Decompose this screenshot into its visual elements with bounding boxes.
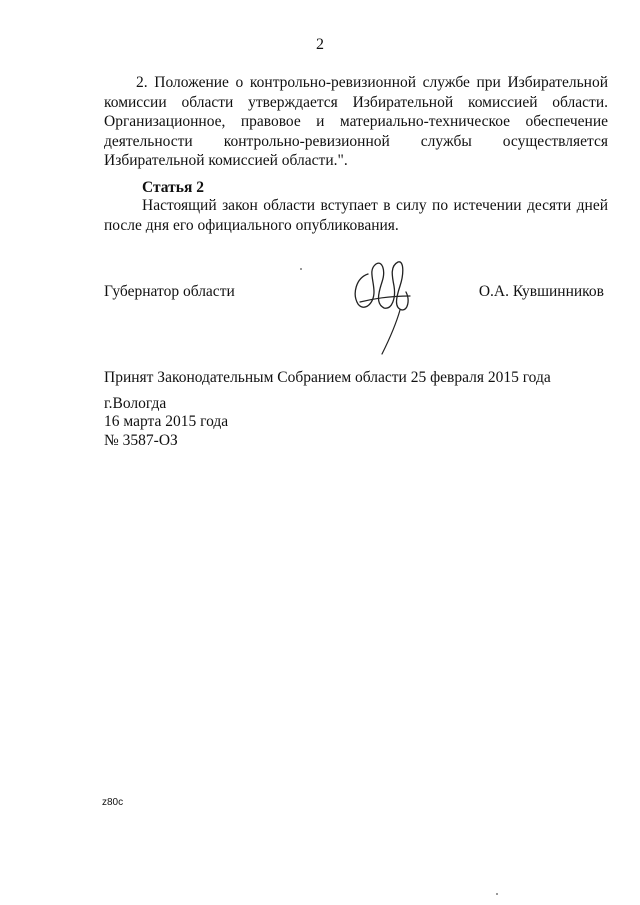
signatory-title: Губернатор области: [104, 283, 235, 300]
scan-dot: [496, 893, 498, 895]
article-heading: Статья 2: [142, 179, 204, 196]
handwritten-signature: [346, 252, 416, 356]
footer-code: z80c: [102, 797, 124, 808]
paragraph-article-2: Настоящий закон области вступает в силу по истечении десяти дней после дня его официального опубликования.: [104, 197, 608, 234]
signing-date: 16 марта 2015 года: [104, 413, 229, 430]
law-number: № 3587-ОЗ: [104, 432, 178, 449]
place: г.Вологда: [104, 395, 167, 412]
paragraph-article-1-clause-2: 2. Положение о контрольно-ревизионной службе при Избирательной комиссии области утверждается Избирательной комиссией области. Организационное, правовое и материально-техническое обеспечение деятельности контрольно-ревизионной службы осуществляется Избирательной комиссией области.".: [104, 74, 608, 169]
scan-dot: [300, 268, 302, 270]
page-number: 2: [316, 36, 324, 53]
signatory-name: О.А. Кувшинников: [478, 283, 604, 300]
adoption-statement: Принят Законодательным Собранием области 25 февраля 2015 года: [104, 369, 551, 386]
